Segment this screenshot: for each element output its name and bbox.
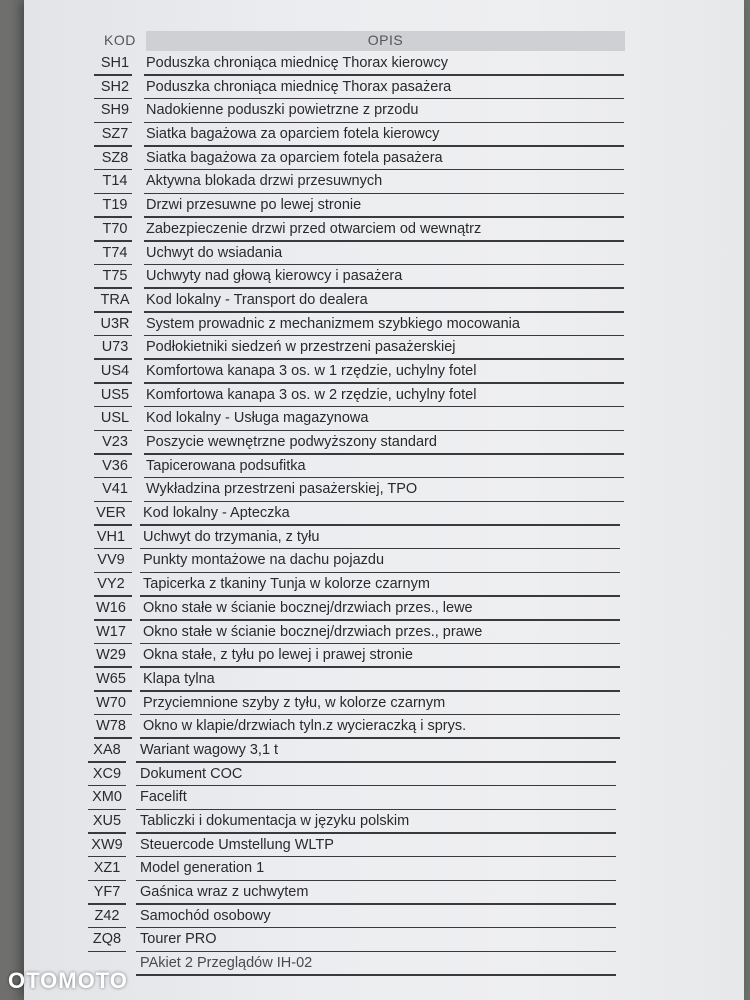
option-description: Kod lokalny - Transport do dealera: [146, 291, 368, 308]
option-code: W29: [96, 647, 126, 664]
code-underline: [88, 903, 126, 905]
option-description: Podłokietniki siedzeń w przestrzeni pasażerskiej: [146, 339, 456, 356]
table-row: [0, 243, 750, 267]
description-underline: [136, 927, 616, 929]
table-row: [0, 290, 750, 314]
table-row: [0, 929, 750, 953]
description-underline: [144, 335, 624, 337]
description-underline: [144, 358, 624, 360]
option-description: Uchwyty nad głową kierowcy i pasażera: [146, 268, 403, 285]
table-row: [0, 385, 750, 409]
option-description: Gaśnica wraz z uchwytem: [140, 884, 309, 901]
option-code: W70: [96, 694, 126, 711]
option-code: TRA: [100, 291, 130, 308]
option-description: Drzwi przesuwne po lewej stronie: [146, 197, 362, 214]
code-underline: [94, 335, 132, 337]
description-underline: [144, 311, 624, 313]
table-row: [0, 835, 750, 859]
table-row: [0, 456, 750, 480]
option-description: System prowadnic z mechanizmem szybkiego mocowania: [146, 315, 520, 332]
code-underline: [88, 856, 126, 858]
option-code: XA8: [93, 741, 121, 758]
option-code: T74: [102, 244, 128, 261]
description-underline: [144, 477, 624, 479]
code-underline: [94, 287, 132, 289]
description-underline: [136, 761, 616, 763]
option-description: Komfortowa kanapa 3 os. w 2 rzędzie, uchylny fotel: [146, 386, 477, 403]
code-underline: [94, 501, 132, 503]
option-code: YF7: [93, 884, 121, 901]
option-description: Model generation 1: [140, 860, 265, 877]
description-underline: [140, 572, 620, 574]
option-code: US5: [100, 386, 130, 403]
description-underline: [136, 785, 616, 787]
code-underline: [94, 595, 132, 597]
table-row: [0, 148, 750, 172]
code-underline: [94, 666, 132, 668]
description-underline: [136, 880, 616, 882]
description-underline: [144, 430, 624, 432]
table-row: [0, 598, 750, 622]
option-code: USL: [100, 410, 130, 427]
option-code: XM0: [92, 789, 122, 806]
option-code: XC9: [92, 765, 122, 782]
option-description: Tapicerowana podsufitka: [146, 457, 306, 474]
code-underline: [94, 264, 132, 266]
option-description: Klapa tylna: [143, 670, 215, 687]
option-code: W16: [96, 599, 126, 616]
option-description: Okno stałe w ścianie bocznej/drzwiach przes., prawe: [143, 623, 483, 640]
option-description: Poduszka chroniąca miednicę Thorax pasażera: [146, 78, 452, 95]
description-underline: [144, 98, 624, 100]
description-underline: [140, 619, 620, 621]
table-row: [0, 266, 750, 290]
option-code: U73: [101, 339, 129, 356]
option-code: SH1: [100, 55, 130, 71]
table-row: [0, 764, 750, 788]
code-underline: [94, 477, 132, 479]
option-code: XZ1: [93, 860, 121, 877]
description-underline: [136, 974, 616, 976]
description-underline: [140, 548, 620, 550]
header-kod: KOD: [104, 32, 136, 48]
description-underline: [144, 145, 624, 147]
table-row: [0, 693, 750, 717]
description-underline: [144, 216, 624, 218]
code-underline: [94, 169, 132, 171]
option-code: T19: [102, 197, 128, 214]
option-description: Samochód osobowy: [140, 907, 271, 924]
options-table: [0, 53, 750, 977]
description-underline: [136, 856, 616, 858]
code-underline: [88, 809, 126, 811]
description-underline: [140, 524, 620, 526]
code-underline: [88, 927, 126, 929]
option-description: Aktywna blokada drzwi przesuwnych: [146, 173, 383, 190]
description-underline: [144, 169, 624, 171]
option-description: Siatka bagażowa za oparciem fotela pasażera: [146, 149, 443, 166]
option-code: SH2: [100, 78, 130, 95]
option-description: Tabliczki i dokumentacja w języku polskim: [140, 813, 410, 829]
option-description: Uchwyt do trzymania, z tyłu: [143, 528, 320, 545]
otomoto-watermark: OTOMOTO: [8, 968, 128, 993]
description-underline: [144, 122, 624, 124]
option-code: T70: [102, 220, 128, 237]
description-underline: [144, 264, 624, 266]
option-code: Z42: [94, 907, 120, 924]
option-description: Poduszka chroniąca miednicę Thorax kierowcy: [146, 55, 448, 71]
option-description: Dokument COC: [140, 765, 243, 782]
table-row: [0, 740, 750, 764]
description-underline: [140, 737, 620, 739]
option-code: XW9: [91, 836, 123, 853]
code-underline: [94, 714, 132, 716]
option-description: Punkty montażowe na dachu pojazdu: [143, 552, 385, 569]
option-description: Komfortowa kanapa 3 os. w 1 rzędzie, uchylny fotel: [146, 362, 477, 379]
code-underline: [88, 951, 126, 953]
option-description: Uchwyt do wsiadania: [146, 244, 283, 261]
table-row: [0, 100, 750, 124]
description-underline: [144, 453, 624, 455]
option-code: ZQ8: [92, 931, 122, 948]
code-underline: [94, 406, 132, 408]
description-underline: [144, 501, 624, 503]
table-row: [0, 882, 750, 906]
option-code: SZ7: [101, 126, 129, 143]
table-row: [0, 124, 750, 148]
option-description: Wykładzina przestrzeni pasażerskiej, TPO: [146, 481, 418, 498]
description-underline: [140, 690, 620, 692]
code-underline: [94, 643, 132, 645]
table-row: [0, 645, 750, 669]
table-row: [0, 669, 750, 693]
option-code: V41: [102, 481, 128, 498]
code-underline: [94, 548, 132, 550]
table-row: [0, 787, 750, 811]
code-underline: [94, 382, 132, 384]
description-underline: [140, 643, 620, 645]
description-underline: [144, 240, 624, 242]
code-underline: [94, 572, 132, 574]
description-underline: [144, 406, 624, 408]
option-code: T14: [102, 173, 128, 190]
option-code: T75: [102, 268, 128, 285]
table-row: [0, 408, 750, 432]
option-code: VER: [96, 505, 126, 522]
option-code: W17: [96, 623, 126, 640]
option-description: Siatka bagażowa za oparciem fotela kierowcy: [146, 126, 440, 143]
option-description: Kod lokalny - Usługa magazynowa: [146, 410, 369, 427]
table-row: [0, 171, 750, 195]
table-row: [0, 479, 750, 503]
table-row: [0, 906, 750, 930]
description-underline: [136, 809, 616, 811]
table-row: [0, 77, 750, 101]
description-underline: [144, 382, 624, 384]
description-underline: [144, 287, 624, 289]
option-description: Okno stałe w ścianie bocznej/drzwiach przes., lewe: [143, 599, 473, 616]
description-underline: [144, 193, 624, 195]
option-code: U3R: [100, 315, 130, 332]
code-underline: [94, 145, 132, 147]
code-underline: [94, 216, 132, 218]
option-description: Zabezpieczenie drzwi przed otwarciem od wewnątrz: [146, 220, 482, 237]
table-row: [0, 574, 750, 598]
table-row: [0, 361, 750, 385]
table-row: [0, 314, 750, 338]
option-code: V23: [102, 434, 128, 450]
description-underline: [136, 832, 616, 834]
option-description: Poszycie wewnętrzne podwyższony standard: [146, 434, 437, 450]
option-code: V36: [102, 457, 128, 474]
option-description: PAkiet 2 Przeglądów IH-02: [140, 955, 313, 972]
option-code: SZ8: [101, 149, 129, 166]
code-underline: [94, 98, 132, 100]
option-code: US4: [100, 362, 130, 379]
table-row: [0, 550, 750, 574]
table-row: [0, 527, 750, 551]
description-underline: [136, 903, 616, 905]
option-code: VH1: [96, 528, 126, 545]
option-description: Przyciemnione szyby z tyłu, w kolorze czarnym: [143, 694, 446, 711]
option-code: SH9: [100, 102, 130, 119]
option-code: W65: [96, 670, 126, 687]
code-underline: [94, 737, 132, 739]
option-description: Okna stałe, z tyłu po lewej i prawej stronie: [143, 647, 413, 664]
code-underline: [94, 619, 132, 621]
code-underline: [94, 240, 132, 242]
option-description: Tourer PRO: [140, 931, 217, 948]
table-row: [0, 503, 750, 527]
option-code: XU5: [92, 813, 122, 829]
table-row: [0, 858, 750, 882]
table-row: [0, 195, 750, 219]
table-row: [0, 716, 750, 740]
option-description: Tapicerka z tkaniny Tunja w kolorze czarnym: [143, 576, 430, 593]
table-row: [0, 622, 750, 646]
code-underline: [88, 785, 126, 787]
code-underline: [94, 122, 132, 124]
description-underline: [136, 951, 616, 953]
code-underline: [94, 358, 132, 360]
table-row: [0, 432, 750, 456]
option-description: Wariant wagowy 3,1 t: [140, 741, 279, 758]
code-underline: [88, 832, 126, 834]
description-underline: [140, 595, 620, 597]
description-underline: [140, 666, 620, 668]
description-underline: [140, 714, 620, 716]
option-code: VY2: [97, 576, 125, 593]
code-underline: [94, 311, 132, 313]
option-description: Facelift: [140, 789, 187, 806]
table-row: [0, 811, 750, 835]
table-row: [0, 219, 750, 243]
option-description: Kod lokalny - Apteczka: [143, 505, 290, 522]
option-description: Nadokienne poduszki powietrzne z przodu: [146, 102, 419, 119]
table-row: [0, 53, 750, 77]
table-header: [0, 32, 750, 52]
description-underline: [144, 74, 624, 76]
header-opis: OPIS: [367, 32, 404, 48]
code-underline: [94, 430, 132, 432]
option-description: Okno w klapie/drzwiach tyln.z wycieraczką i sprys.: [143, 718, 467, 735]
option-description: Steuercode Umstellung WLTP: [140, 836, 334, 853]
code-underline: [94, 193, 132, 195]
option-code: W78: [96, 718, 126, 735]
code-underline: [88, 880, 126, 882]
code-underline: [94, 524, 132, 526]
code-underline: [94, 690, 132, 692]
code-underline: [94, 74, 132, 76]
code-underline: [88, 761, 126, 763]
table-row: [0, 337, 750, 361]
option-code: VV9: [97, 552, 125, 569]
code-underline: [94, 453, 132, 455]
